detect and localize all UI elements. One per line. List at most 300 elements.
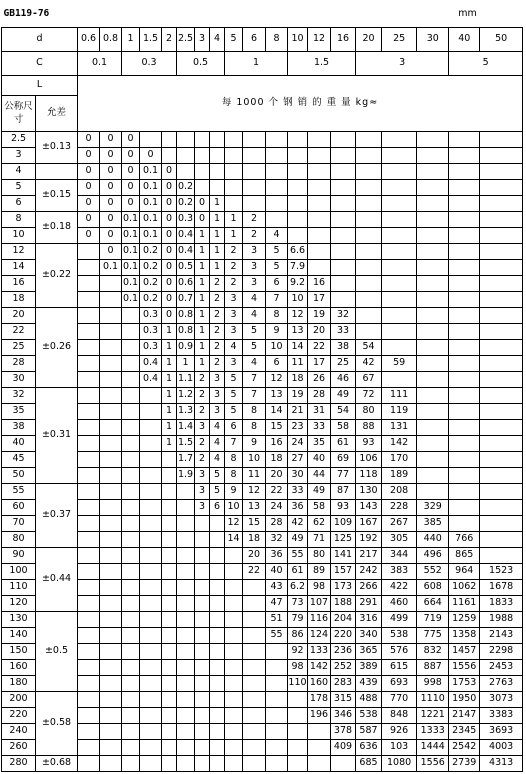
weight-value: 6.6 xyxy=(288,243,308,259)
weight-value: 1 xyxy=(195,339,210,355)
d-value: 50 xyxy=(480,27,523,51)
weight-value: 7 xyxy=(266,291,288,307)
weight-value: 344 xyxy=(382,547,417,563)
weight-value xyxy=(480,291,523,307)
weight-value xyxy=(266,643,288,659)
weight-value: 7.9 xyxy=(288,259,308,275)
length-value: 25 xyxy=(2,339,36,355)
weight-value xyxy=(100,419,122,435)
weight-value xyxy=(308,179,331,195)
weight-value xyxy=(417,131,449,147)
table-row xyxy=(2,435,523,451)
weight-value xyxy=(449,227,480,243)
weight-value xyxy=(140,691,162,707)
title-row xyxy=(2,1,523,27)
weight-value xyxy=(177,611,195,627)
weight-value xyxy=(177,499,195,515)
d-value: 16 xyxy=(331,27,356,51)
table-row xyxy=(2,707,523,723)
weight-value: 55 xyxy=(266,627,288,643)
weight-value: 0.5 xyxy=(177,259,195,275)
d-value: 3 xyxy=(195,27,210,51)
weight-value: 40 xyxy=(266,563,288,579)
weight-value: 1 xyxy=(195,275,210,291)
weight-value xyxy=(162,579,177,595)
weight-value xyxy=(122,339,140,355)
weight-value xyxy=(331,227,356,243)
weight-value: 19 xyxy=(308,307,331,323)
weight-value xyxy=(140,723,162,739)
nominal-size-label: 公称尺寸 xyxy=(2,95,36,131)
weight-value xyxy=(356,147,382,163)
weight-value: 0 xyxy=(162,275,177,291)
weight-value: 196 xyxy=(308,707,331,723)
weight-value: 143 xyxy=(356,499,382,515)
weight-value: 30 xyxy=(288,467,308,483)
length-value: 22 xyxy=(2,323,36,339)
weight-value xyxy=(122,451,140,467)
weight-value: 1 xyxy=(195,355,210,371)
weight-value xyxy=(140,643,162,659)
weight-value xyxy=(243,611,266,627)
table-row xyxy=(2,211,523,227)
weight-value: 4 xyxy=(225,339,243,355)
weight-value xyxy=(78,467,100,483)
weight-value xyxy=(480,179,523,195)
table-row xyxy=(2,163,523,179)
weight-value xyxy=(480,339,523,355)
weight-value xyxy=(480,531,523,547)
weight-value: 0.3 xyxy=(140,307,162,323)
weight-value: 0 xyxy=(162,259,177,275)
length-value: 120 xyxy=(2,595,36,611)
weight-value xyxy=(122,387,140,403)
weight-value: 5 xyxy=(210,467,225,483)
weight-value xyxy=(162,515,177,531)
weight-value xyxy=(195,179,210,195)
weight-value xyxy=(177,515,195,531)
weight-value xyxy=(449,179,480,195)
weight-value: 189 xyxy=(382,467,417,483)
length-value: 35 xyxy=(2,403,36,419)
weight-value xyxy=(417,195,449,211)
weight-value: 0.2 xyxy=(140,243,162,259)
weight-value xyxy=(480,275,523,291)
weight-value xyxy=(100,451,122,467)
weight-value xyxy=(78,515,100,531)
weight-value: 283 xyxy=(331,675,356,691)
weight-value: 0.1 xyxy=(100,259,122,275)
weight-value xyxy=(417,243,449,259)
weight-value xyxy=(382,323,417,339)
d-value: 1.5 xyxy=(140,27,162,51)
weight-value xyxy=(356,211,382,227)
weight-value xyxy=(122,355,140,371)
weight-value xyxy=(382,131,417,147)
length-value: 55 xyxy=(2,483,36,499)
weight-value xyxy=(417,403,449,419)
weight-value: 8 xyxy=(243,403,266,419)
weight-value: 552 xyxy=(417,563,449,579)
tolerance-value: ±0.26 xyxy=(36,307,78,387)
weight-value: 33 xyxy=(288,483,308,499)
weight-value: 173 xyxy=(331,579,356,595)
weight-value xyxy=(417,323,449,339)
weight-value: 0 xyxy=(122,195,140,211)
weight-value xyxy=(122,547,140,563)
weight-value xyxy=(417,179,449,195)
length-value: 60 xyxy=(2,499,36,515)
weight-value xyxy=(100,547,122,563)
weight-value: 119 xyxy=(382,403,417,419)
weight-value: 291 xyxy=(356,595,382,611)
weight-value: 1080 xyxy=(382,755,417,771)
weight-value xyxy=(122,419,140,435)
weight-value xyxy=(266,131,288,147)
weight-value: 87 xyxy=(331,483,356,499)
weight-value xyxy=(162,547,177,563)
c-value: 0.3 xyxy=(122,51,177,75)
weight-value xyxy=(480,419,523,435)
weight-value xyxy=(122,483,140,499)
weight-value xyxy=(210,179,225,195)
table-row xyxy=(2,243,523,259)
weight-value: 848 xyxy=(382,707,417,723)
table-row xyxy=(2,227,523,243)
weight-value xyxy=(100,403,122,419)
weight-value xyxy=(100,275,122,291)
weight-value: 0 xyxy=(122,147,140,163)
weight-value: 9.2 xyxy=(288,275,308,291)
weight-value xyxy=(122,563,140,579)
weight-value: 693 xyxy=(382,675,417,691)
weight-value xyxy=(308,739,331,755)
weight-value: 4 xyxy=(243,291,266,307)
weight-value xyxy=(162,627,177,643)
weight-value xyxy=(288,179,308,195)
weight-value: 20 xyxy=(243,547,266,563)
weight-value: 2 xyxy=(225,259,243,275)
weight-value: 2542 xyxy=(449,739,480,755)
weight-value: 4 xyxy=(243,355,266,371)
weight-value xyxy=(449,147,480,163)
weight-value xyxy=(417,435,449,451)
weight-value: 0.1 xyxy=(122,227,140,243)
weight-value xyxy=(449,243,480,259)
table-row xyxy=(2,195,523,211)
weight-value xyxy=(288,147,308,163)
weight-value xyxy=(162,499,177,515)
weight-value: 587 xyxy=(356,723,382,739)
weight-value: 157 xyxy=(331,563,356,579)
weight-value: 2 xyxy=(225,275,243,291)
weight-value: 142 xyxy=(382,435,417,451)
weight-value: 7 xyxy=(225,435,243,451)
weight-value: 1.2 xyxy=(177,387,195,403)
weight-value: 1 xyxy=(210,211,225,227)
length-value: 240 xyxy=(2,723,36,739)
weight-value: 13 xyxy=(266,387,288,403)
length-value: 140 xyxy=(2,627,36,643)
c-value: 1.5 xyxy=(288,51,356,75)
c-value: 1 xyxy=(225,51,288,75)
weight-value: 2453 xyxy=(480,659,523,675)
length-value: 50 xyxy=(2,467,36,483)
weight-value: 0 xyxy=(122,163,140,179)
weight-value xyxy=(122,371,140,387)
weight-value: 178 xyxy=(308,691,331,707)
weight-value xyxy=(417,275,449,291)
length-value: 280 xyxy=(2,755,36,771)
weight-value: 2 xyxy=(210,307,225,323)
table-row xyxy=(2,691,523,707)
weight-value xyxy=(100,611,122,627)
weight-value xyxy=(100,595,122,611)
weight-value: 3 xyxy=(225,291,243,307)
weight-value: 125 xyxy=(331,531,356,547)
weight-value: 31 xyxy=(308,403,331,419)
table-row xyxy=(2,483,523,499)
weight-value: 1753 xyxy=(449,675,480,691)
weight-value xyxy=(243,675,266,691)
weight-value xyxy=(243,579,266,595)
weight-value: 2 xyxy=(243,211,266,227)
weight-value xyxy=(195,163,210,179)
weight-value xyxy=(177,707,195,723)
weight-value: 488 xyxy=(356,691,382,707)
weight-value: 10 xyxy=(243,451,266,467)
table-row xyxy=(2,323,523,339)
table-row xyxy=(2,355,523,371)
weight-value xyxy=(210,755,225,771)
weight-value: 0.1 xyxy=(122,211,140,227)
weight-value xyxy=(266,691,288,707)
weight-value xyxy=(417,451,449,467)
weight-value xyxy=(78,627,100,643)
weight-value: 5 xyxy=(225,403,243,419)
weight-value: 0 xyxy=(78,211,100,227)
weight-value: 0 xyxy=(100,211,122,227)
weight-value xyxy=(308,195,331,211)
weight-value: 86 xyxy=(288,627,308,643)
weight-value xyxy=(417,339,449,355)
weight-value xyxy=(100,627,122,643)
l-label: L xyxy=(2,75,78,95)
weight-value: 0.6 xyxy=(177,275,195,291)
weight-value xyxy=(356,179,382,195)
table-row xyxy=(2,611,523,627)
table-row xyxy=(2,419,523,435)
weight-value: 4313 xyxy=(480,755,523,771)
weight-value xyxy=(140,563,162,579)
c-label: C xyxy=(2,51,78,75)
weight-value xyxy=(100,371,122,387)
table-row xyxy=(2,371,523,387)
table-row xyxy=(2,467,523,483)
weight-value xyxy=(122,595,140,611)
weight-value: 460 xyxy=(382,595,417,611)
weight-value: 49 xyxy=(288,531,308,547)
weight-value: 2 xyxy=(195,371,210,387)
weight-value xyxy=(331,179,356,195)
weight-value xyxy=(382,307,417,323)
weight-value xyxy=(78,291,100,307)
weight-value xyxy=(449,323,480,339)
weight-value xyxy=(308,755,331,771)
weight-value xyxy=(356,291,382,307)
weight-value: 0 xyxy=(100,179,122,195)
weight-value: 20 xyxy=(266,467,288,483)
weight-value: 1833 xyxy=(480,595,523,611)
weight-value: 5 xyxy=(243,339,266,355)
weight-value xyxy=(140,419,162,435)
weight-value: 1 xyxy=(195,307,210,323)
weight-value: 18 xyxy=(243,531,266,547)
weight-value: 3 xyxy=(195,419,210,435)
chamfer-row xyxy=(2,51,523,75)
length-value: 5 xyxy=(2,179,36,195)
weight-value xyxy=(331,243,356,259)
weight-value: 3 xyxy=(243,243,266,259)
weight-value xyxy=(195,611,210,627)
weight-value: 2739 xyxy=(449,755,480,771)
weight-value xyxy=(266,211,288,227)
length-value: 32 xyxy=(2,387,36,403)
weight-value: 315 xyxy=(331,691,356,707)
weight-value: 42 xyxy=(356,355,382,371)
weight-value: 305 xyxy=(382,531,417,547)
length-value: 16 xyxy=(2,275,36,291)
weight-value: 118 xyxy=(356,467,382,483)
weight-value: 2 xyxy=(210,291,225,307)
length-value: 220 xyxy=(2,707,36,723)
weight-value: 4 xyxy=(243,307,266,323)
weight-value xyxy=(243,195,266,211)
table-row xyxy=(2,755,523,771)
weight-value xyxy=(225,755,243,771)
weight-value xyxy=(449,403,480,419)
weight-value: 1457 xyxy=(449,643,480,659)
weight-value xyxy=(162,611,177,627)
weight-value xyxy=(210,163,225,179)
weight-value xyxy=(78,323,100,339)
weight-value xyxy=(331,131,356,147)
d-value: 4 xyxy=(210,27,225,51)
weight-value: 18 xyxy=(266,451,288,467)
weight-value xyxy=(210,643,225,659)
weight-value: 0 xyxy=(162,291,177,307)
weight-value xyxy=(100,515,122,531)
weight-value: 0.1 xyxy=(122,291,140,307)
weight-value: 170 xyxy=(382,451,417,467)
weight-value xyxy=(210,707,225,723)
weight-value: 0.3 xyxy=(140,323,162,339)
weight-value xyxy=(480,323,523,339)
weight-value xyxy=(140,611,162,627)
weight-value xyxy=(243,643,266,659)
weight-value xyxy=(266,163,288,179)
weight-value: 0.3 xyxy=(177,211,195,227)
weight-value: 15 xyxy=(266,419,288,435)
weight-value: 228 xyxy=(382,499,417,515)
weight-value xyxy=(78,483,100,499)
weight-value xyxy=(288,163,308,179)
tolerance-value: ±0.15 xyxy=(36,179,78,211)
weight-value xyxy=(140,435,162,451)
weight-value xyxy=(480,403,523,419)
weight-value: 1 xyxy=(162,403,177,419)
weight-value xyxy=(225,579,243,595)
weight-value: 8 xyxy=(225,451,243,467)
weight-value: 13 xyxy=(243,499,266,515)
weight-value xyxy=(417,371,449,387)
weight-value: 89 xyxy=(308,563,331,579)
weight-value xyxy=(417,483,449,499)
weight-value xyxy=(225,723,243,739)
d-value: 0.6 xyxy=(78,27,100,51)
d-value: 0.8 xyxy=(100,27,122,51)
weight-value: 192 xyxy=(356,531,382,547)
weight-value xyxy=(449,131,480,147)
weight-value: 2 xyxy=(210,323,225,339)
weight-value: 1678 xyxy=(480,579,523,595)
weight-value: 12 xyxy=(266,371,288,387)
weight-value xyxy=(162,563,177,579)
weight-value xyxy=(78,339,100,355)
weight-value xyxy=(100,435,122,451)
weight-value: 6 xyxy=(266,355,288,371)
weight-value xyxy=(210,691,225,707)
weight-value xyxy=(382,371,417,387)
weight-value xyxy=(331,275,356,291)
weight-value xyxy=(243,147,266,163)
weight-value: 18 xyxy=(288,371,308,387)
weight-value xyxy=(356,259,382,275)
weight-value: 0.4 xyxy=(177,243,195,259)
weight-value: 98 xyxy=(308,579,331,595)
length-value: 160 xyxy=(2,659,36,675)
weight-value xyxy=(140,627,162,643)
weight-value xyxy=(382,275,417,291)
weight-value xyxy=(210,611,225,627)
weight-value xyxy=(356,195,382,211)
length-value: 180 xyxy=(2,675,36,691)
weight-value xyxy=(195,147,210,163)
weight-value xyxy=(480,435,523,451)
weight-value: 496 xyxy=(417,547,449,563)
length-value: 130 xyxy=(2,611,36,627)
d-value: 30 xyxy=(417,27,449,51)
weight-value xyxy=(140,483,162,499)
weight-value xyxy=(78,739,100,755)
weight-value xyxy=(243,659,266,675)
length-value: 30 xyxy=(2,371,36,387)
c-value: 3 xyxy=(356,51,449,75)
weight-value xyxy=(331,195,356,211)
weight-value xyxy=(288,195,308,211)
table-row xyxy=(2,387,523,403)
weight-value xyxy=(140,659,162,675)
weight-value: 21 xyxy=(288,403,308,419)
weight-value: 236 xyxy=(331,643,356,659)
weight-value: 267 xyxy=(382,515,417,531)
weight-value xyxy=(288,739,308,755)
weight-value: 167 xyxy=(356,515,382,531)
weight-value xyxy=(78,675,100,691)
weight-value xyxy=(225,147,243,163)
weight-value: 608 xyxy=(417,579,449,595)
weight-value xyxy=(122,611,140,627)
